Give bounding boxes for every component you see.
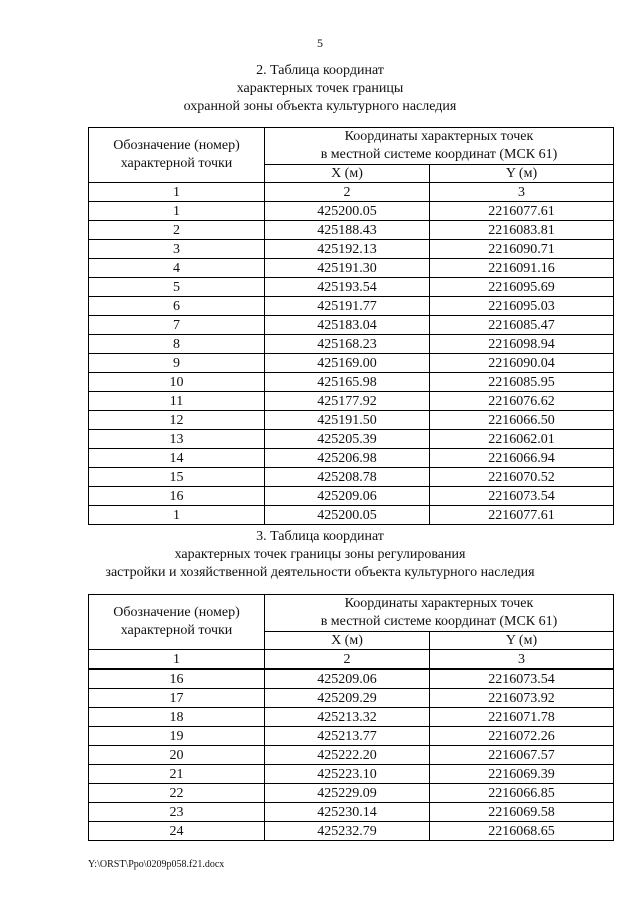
- point-number-cell: 3: [89, 240, 265, 259]
- header-text: в местной системе координат (МСК 61): [320, 147, 558, 162]
- table-row: [89, 392, 614, 411]
- header-text: Обозначение (номер): [113, 605, 240, 620]
- x-coordinate-cell: 425229.09: [265, 784, 430, 803]
- point-number-cell: 21: [89, 765, 265, 784]
- table-row: [89, 430, 614, 449]
- y-coordinate-cell: 2216077.61: [429, 202, 613, 221]
- x-coordinate-cell: 425213.32: [265, 708, 430, 727]
- y-coordinate-cell: 2216073.54: [429, 669, 613, 689]
- x-coordinate-cell: 425191.30: [265, 259, 430, 278]
- point-number-cell: 11: [89, 392, 265, 411]
- y-coordinate-cell: 2216085.95: [429, 373, 613, 392]
- header-text: Координаты характерных точек: [344, 596, 534, 611]
- table-row: [89, 727, 614, 746]
- caption-line: охранной зоны объекта культурного наследия: [183, 99, 457, 114]
- header-point-cell: [89, 128, 265, 183]
- point-number-cell: 12: [89, 411, 265, 430]
- x-coordinate-cell: 425213.77: [265, 727, 430, 746]
- header-text: характерной точки: [120, 623, 233, 638]
- table-row: [89, 506, 614, 525]
- table-row: [89, 335, 614, 354]
- column-number-row: [89, 650, 614, 670]
- header-text: Координаты характерных точек: [344, 129, 534, 144]
- header-coords-cell: [265, 128, 614, 165]
- header-point-cell: [89, 595, 265, 650]
- y-coordinate-cell: 2216073.54: [429, 487, 613, 506]
- point-number-cell: 18: [89, 708, 265, 727]
- table-row: [89, 259, 614, 278]
- y-coordinate-cell: 2216090.71: [429, 240, 613, 259]
- footer-file-path: Y:\ORST\Ppo\0209p058.f21.docx: [88, 859, 225, 870]
- point-number-cell: 22: [89, 784, 265, 803]
- x-coordinate-cell: 425192.13: [265, 240, 430, 259]
- y-coordinate-cell: 2216085.47: [429, 316, 613, 335]
- point-number-cell: 19: [89, 727, 265, 746]
- table2-body: [89, 650, 614, 841]
- y-coordinate-cell: 2216071.78: [429, 708, 613, 727]
- column-number-cell: 1: [89, 183, 265, 202]
- x-coordinate-cell: 425209.06: [265, 487, 430, 506]
- x-coordinate-cell: 425222.20: [265, 746, 430, 765]
- y-coordinate-cell: 2216062.01: [429, 430, 613, 449]
- point-number-cell: 20: [89, 746, 265, 765]
- point-number-cell: 1: [89, 506, 265, 525]
- y-coordinate-cell: 2216076.62: [429, 392, 613, 411]
- y-coordinate-cell: 2216073.92: [429, 689, 613, 708]
- x-coordinate-cell: 425232.79: [265, 822, 430, 841]
- point-number-cell: 4: [89, 259, 265, 278]
- point-number-cell: 14: [89, 449, 265, 468]
- x-coordinate-cell: 425223.10: [265, 765, 430, 784]
- y-coordinate-cell: 2216077.61: [429, 506, 613, 525]
- point-number-cell: 10: [89, 373, 265, 392]
- point-number-cell: 6: [89, 297, 265, 316]
- point-number-cell: 5: [89, 278, 265, 297]
- point-number-cell: 23: [89, 803, 265, 822]
- y-coordinate-cell: 2216068.65: [429, 822, 613, 841]
- caption-line: застройки и хозяйственной деятельности объекта культурного наследия: [105, 565, 535, 580]
- table-row: [89, 449, 614, 468]
- table1-body: [89, 183, 614, 525]
- x-coordinate-cell: 425200.05: [265, 506, 430, 525]
- table-row: [89, 822, 614, 841]
- y-coordinate-cell: 2216095.03: [429, 297, 613, 316]
- caption-line: характерных точек границы зоны регулирования: [174, 547, 466, 562]
- y-coordinate-cell: 2216091.16: [429, 259, 613, 278]
- header-coords-cell: [265, 595, 614, 632]
- table2-caption: [0, 528, 640, 582]
- table-row: [89, 689, 614, 708]
- table-row: [89, 316, 614, 335]
- column-number-cell: 3: [429, 183, 613, 202]
- y-coordinate-cell: 2216090.04: [429, 354, 613, 373]
- caption-line: 3. Таблица координат: [256, 529, 384, 544]
- y-coordinate-cell: 2216067.57: [429, 746, 613, 765]
- x-coordinate-cell: 425208.78: [265, 468, 430, 487]
- coordinates-table-1: [88, 127, 614, 525]
- x-coordinate-cell: 425200.05: [265, 202, 430, 221]
- x-coordinate-cell: 425177.92: [265, 392, 430, 411]
- y-coordinate-cell: 2216083.81: [429, 221, 613, 240]
- coordinates-table-2: [88, 594, 614, 841]
- point-number-cell: 15: [89, 468, 265, 487]
- y-coordinate-cell: 2216072.26: [429, 727, 613, 746]
- point-number-cell: 16: [89, 669, 265, 689]
- table1-caption: [0, 62, 640, 116]
- table-row: [89, 708, 614, 727]
- y-coordinate-cell: 2216069.58: [429, 803, 613, 822]
- column-number-row: [89, 183, 614, 202]
- x-coordinate-cell: 425206.98: [265, 449, 430, 468]
- point-number-cell: 9: [89, 354, 265, 373]
- header-y: Y (м): [429, 165, 613, 183]
- table-row: [89, 202, 614, 221]
- caption-line: характерных точек границы: [236, 81, 404, 96]
- table-row: [89, 297, 614, 316]
- point-number-cell: 16: [89, 487, 265, 506]
- column-number-cell: 2: [265, 650, 430, 670]
- y-coordinate-cell: 2216066.85: [429, 784, 613, 803]
- header-x: X (м): [265, 632, 430, 650]
- table-row: [89, 221, 614, 240]
- caption-line: 2. Таблица координат: [256, 63, 384, 78]
- column-number-cell: 3: [429, 650, 613, 670]
- table-row: [89, 669, 614, 689]
- point-number-cell: 13: [89, 430, 265, 449]
- x-coordinate-cell: 425191.50: [265, 411, 430, 430]
- table-row: [89, 746, 614, 765]
- header-text: в местной системе координат (МСК 61): [320, 614, 558, 629]
- header-x: X (м): [265, 165, 430, 183]
- x-coordinate-cell: 425205.39: [265, 430, 430, 449]
- table-row: [89, 468, 614, 487]
- x-coordinate-cell: 425209.29: [265, 689, 430, 708]
- x-coordinate-cell: 425165.98: [265, 373, 430, 392]
- column-number-cell: 2: [265, 183, 430, 202]
- point-number-cell: 24: [89, 822, 265, 841]
- column-number-cell: 1: [89, 650, 265, 670]
- table-row: [89, 373, 614, 392]
- table-row: [89, 354, 614, 373]
- point-number-cell: 1: [89, 202, 265, 221]
- y-coordinate-cell: 2216066.94: [429, 449, 613, 468]
- x-coordinate-cell: 425169.00: [265, 354, 430, 373]
- point-number-cell: 17: [89, 689, 265, 708]
- point-number-cell: 8: [89, 335, 265, 354]
- x-coordinate-cell: 425191.77: [265, 297, 430, 316]
- y-coordinate-cell: 2216095.69: [429, 278, 613, 297]
- page-number: 5: [317, 36, 323, 50]
- header-text: характерной точки: [120, 156, 233, 171]
- x-coordinate-cell: 425183.04: [265, 316, 430, 335]
- x-coordinate-cell: 425230.14: [265, 803, 430, 822]
- x-coordinate-cell: 425168.23: [265, 335, 430, 354]
- table-row: [89, 487, 614, 506]
- table-row: [89, 240, 614, 259]
- header-text: Обозначение (номер): [113, 138, 240, 153]
- point-number-cell: 2: [89, 221, 265, 240]
- y-coordinate-cell: 2216066.50: [429, 411, 613, 430]
- table-row: [89, 803, 614, 822]
- table-row: [89, 784, 614, 803]
- x-coordinate-cell: 425188.43: [265, 221, 430, 240]
- table-row: [89, 278, 614, 297]
- y-coordinate-cell: 2216098.94: [429, 335, 613, 354]
- point-number-cell: 7: [89, 316, 265, 335]
- table-row: [89, 765, 614, 784]
- x-coordinate-cell: 425209.06: [265, 669, 430, 689]
- header-y: Y (м): [429, 632, 613, 650]
- y-coordinate-cell: 2216070.52: [429, 468, 613, 487]
- y-coordinate-cell: 2216069.39: [429, 765, 613, 784]
- table-row: [89, 411, 614, 430]
- x-coordinate-cell: 425193.54: [265, 278, 430, 297]
